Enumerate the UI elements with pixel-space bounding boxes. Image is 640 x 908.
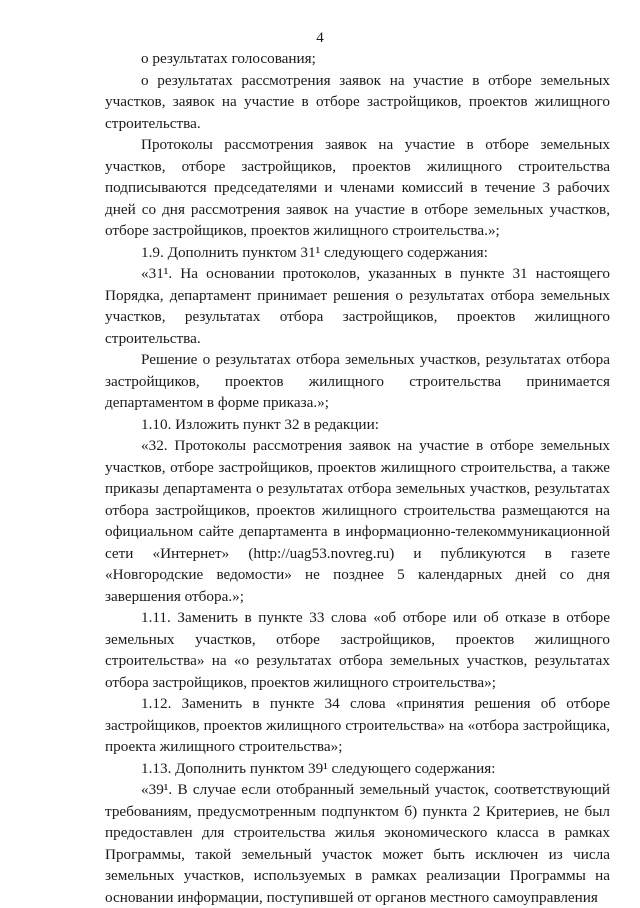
paragraph: о результатах рассмотрения заявок на участие в отборе земельных участков, заявок на участие в отборе застройщиков, проектов жилищного строительства. (105, 71, 610, 132)
paragraph: «32. Протоколы рассмотрения заявок на участие в отборе земельных участков, отборе застройщиков, проектов жилищного строительства, а также приказы департамента о результатах отбора земельных участков, результатах отбора застройщиков, проектов жилищного строительства размещаются на официальном сайте департамента в информационно-телекоммуникационной сети «Интернет» (http://uag53.novreg.ru) и публикуются в газете «Новгородские ведомости» не позднее 5 календарных дней со дня завершения отбора.»; (105, 437, 610, 605)
paragraph: о результатах голосования; (141, 50, 316, 67)
paragraph: «39¹. В случае если отобранный земельный участок, соответствующий требованиям, предусмотренным подпунктом б) пункта 2 Критериев, не был предоставлен для строительства жилья экономического класса в рамках Программы, такой земельный участок может быть исключен из числа земельных участков, используемых в рамках реализации Программы на основании информации, поступившей от органов местного самоуправления (105, 781, 610, 906)
paragraph: Протоколы рассмотрения заявок на участие в отборе земельных участков, отборе застройщиков, проектов жилищного строительства подписываются председателями и членами комиссий в течение 3 рабочих дней со дня рассмотрения заявок на участие в отборе земельных участков, отборе застройщиков, проектов жилищного строительства.»; (105, 136, 610, 239)
page-number: 4 (316, 30, 324, 46)
paragraph: Решение о результатах отбора земельных участков, результатах отбора застройщиков, проектов жилищного строительства принимается департаментом в форме приказа.»; (105, 351, 610, 411)
paragraph: 1.13. Дополнить пунктом 39¹ следующего содержания: (141, 759, 496, 777)
paragraph: 1.9. Дополнить пунктом 31¹ следующего содержания: (141, 243, 488, 261)
paragraph: 1.11. Заменить в пункте 33 слова «об отборе или об отказе в отборе земельных участков, отборе застройщиков, проектов жилищного строительства» на «о результатах отбора земельных участков, результатах отбора застройщиков, проектов жилищного строительства»; (105, 609, 610, 691)
paragraph: «31¹. На основании протоколов, указанных в пункте 31 настоящего Порядка, департамент принимает решения о результатах отбора земельных участков, результатах отбора застройщиков, проектов жилищного строительства. (105, 265, 610, 347)
document-body (105, 48, 610, 908)
paragraph: 1.10. Изложить пункт 32 в редакции: (141, 415, 379, 433)
paragraph: 1.12. Заменить в пункте 34 слова «принятия решения об отборе застройщиков, проектов жилищного строительства» на «отбора застройщика, проекта жилищного строительства»; (105, 695, 610, 755)
